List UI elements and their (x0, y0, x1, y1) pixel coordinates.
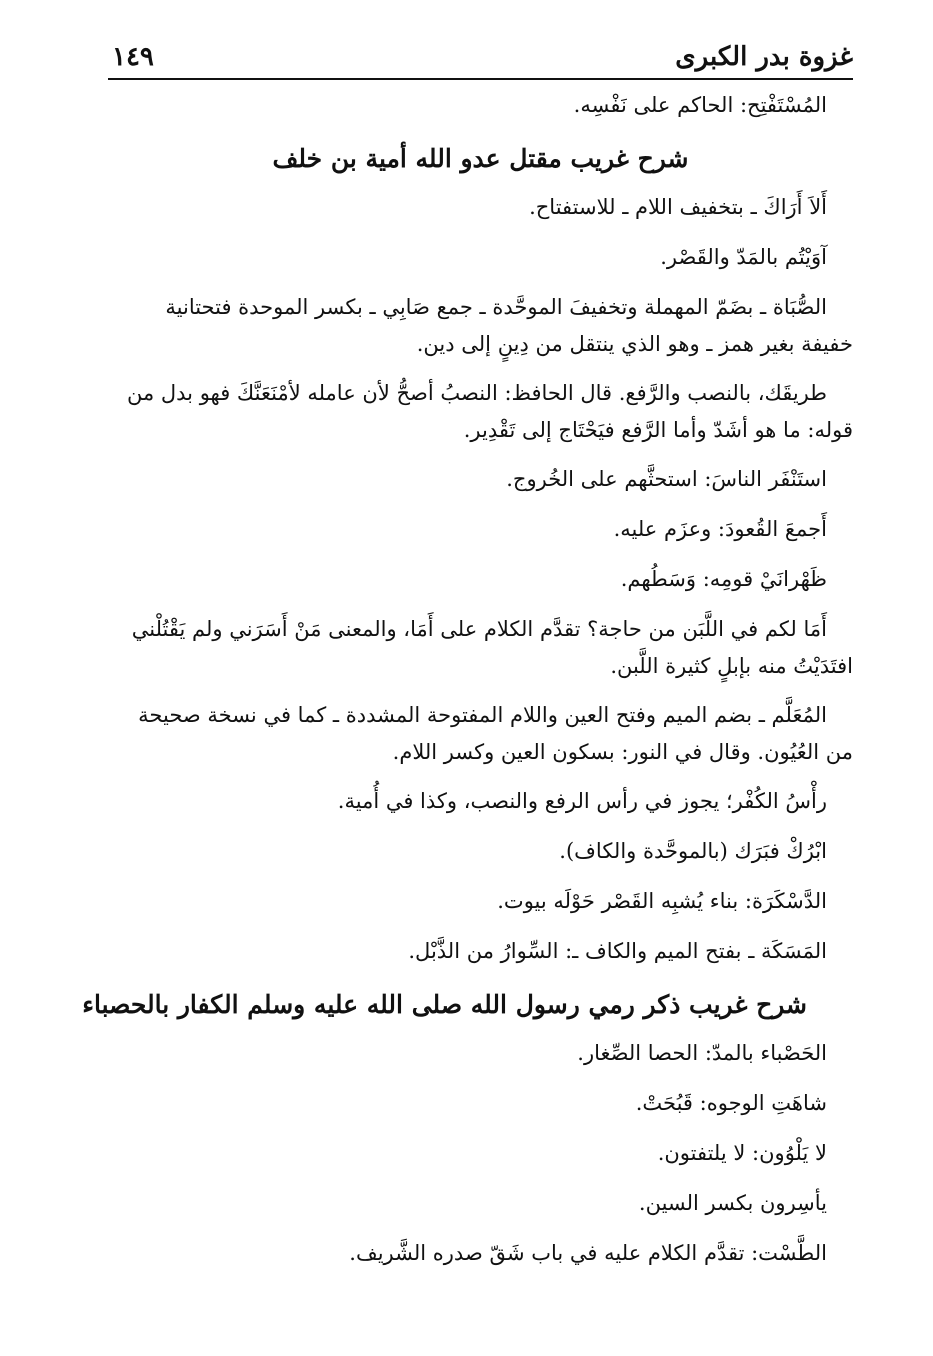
page-number: ١٤٩ (112, 42, 154, 72)
entry-line: المُسْتَفْتِح: الحاكم على نَفْسِه. (573, 93, 827, 117)
entry-line-continued: قوله: ما هو أشَدّ وأما الرَّفع فيَحْتَاج إلى تَقْدِير. (463, 418, 853, 442)
entry-line-continued: خفيفة بغير همز ـ وهو الذي ينتقل من دِينٍ إلى دين. (416, 332, 853, 356)
entry-line-continued: من العُيُون. وقال في النور: بسكون العين وكسر اللام. (392, 740, 853, 764)
entry-line: استَنْفَر الناسَ: استحثَّهم على الخُروج. (506, 467, 827, 491)
section-heading: شرح غريب ذكر رمي رسول الله صلى الله عليه وسلم الكفار بالحصباء (82, 990, 807, 1019)
entry-line: أَلاَ أَرَاكَ ـ بتخفيف اللام ـ للاستفتاح. (529, 195, 827, 219)
entry-line: طريقَك، بالنصب والرَّفع. قال الحافظ: النصبُ أصحُّ لأن عامله لأمْنَعَنَّكَ فهو بدل من (126, 381, 827, 405)
entry-line: الحَصْباء بالمدّ: الحصا الصِّغار. (577, 1041, 827, 1065)
entry-line: ابْرُكْ فبَرَك (بالموحَّدة والكاف). (559, 839, 827, 863)
entry-line: الطَّسْت: تقدَّم الكلام عليه في باب شَقّ صدره الشَّريف. (349, 1241, 827, 1265)
entry-line: المُعَلَّم ـ بضم الميم وفتح العين واللام المفتوحة المشددة ـ كما في نسخة صحيحة (138, 703, 827, 727)
entry-line: آوَيْتُم بالمَدّ والقَصْر. (660, 245, 827, 269)
page-body (82, 92, 853, 1290)
entry-line: أَجمعَ القُعودَ: وعزَم عليه. (613, 517, 827, 541)
running-header (108, 38, 853, 80)
entry-line-continued: افتَدَيْتُ منه بإبلٍ كثيرة اللَّبن. (610, 654, 853, 678)
entry-line: رأْسُ الكُفْر؛ يجوز في رأس الرفع والنصب، وكذا في أُمية. (337, 789, 827, 813)
section-heading: شرح غريب مقتل عدو الله أمية بن خلف (272, 144, 689, 173)
entry-line: لا يَلْوُون: لا يلتفتون. (657, 1141, 827, 1165)
entry-line: الدَّسْكَرَة: بناء يُشبِه القَصْر حَوْلَه بيوت. (497, 889, 827, 913)
entry-line: الصُّبَاة ـ بضَمّ المهملة وتخفيفَ الموحَّدة ـ جمع صَابِي ـ بكسر الموحدة فتحتانية (165, 295, 827, 319)
entry-line: ظَهْرانَيْ قومِه: وَسَطُهم. (620, 567, 827, 591)
entry-line: شاهَتِ الوجوه: قَبُحَتْ. (635, 1091, 827, 1115)
chapter-title: غزوة بدر الكبرى (675, 42, 853, 72)
entry-line: أَمَا لكم في اللَّبَن من حاجة؟ تقدَّم الكلام على أَمَا، والمعنى مَنْ أَسَرَني ولم يَقْتُلْني (131, 617, 827, 641)
entry-line: المَسَكَة ـ بفتح الميم والكاف ـ: السِّوارُ من الذَّبْل. (408, 939, 827, 963)
entry-line: يأسِرون بكسر السين. (638, 1191, 827, 1215)
